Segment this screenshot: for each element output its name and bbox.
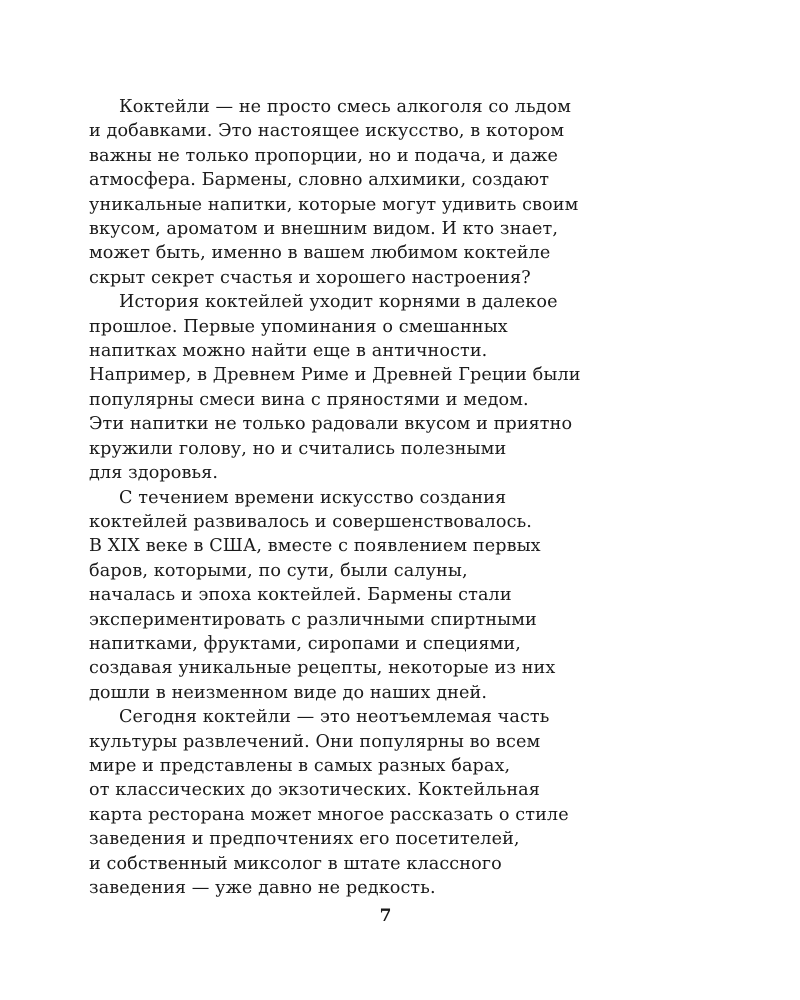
text-line: кружили голову, но и считались полезными: [89, 438, 507, 459]
text-line: важны не только пропорции, но и подача, и даже: [89, 145, 559, 166]
text-line: В XIX веке в США, вместе с появлением первых: [89, 536, 541, 557]
text-line: экспериментировать с различными спиртными: [89, 609, 537, 630]
text-line: прошлое. Первые упоминания о смешанных: [89, 316, 508, 337]
text-line: началась и эпоха коктейлей. Бармены стали: [89, 585, 512, 606]
text-line: карта ресторана может многое рассказать о стиле: [89, 804, 569, 825]
text-line: дошли в неизменном виде до наших дней.: [89, 682, 488, 703]
text-line: заведения — уже давно не редкость.: [89, 878, 436, 898]
text-line: напитках можно найти еще в античности.: [89, 341, 488, 362]
text-line: для здоровья.: [89, 463, 219, 484]
text-line: коктейлей развивалось и совершенствовалось.: [89, 511, 532, 532]
text-line: мире и представлены в самых разных барах,: [89, 755, 511, 776]
text-line: Например, в Древнем Риме и Древней Греции были: [89, 365, 581, 386]
text-line: популярны смеси вина с пряностями и медом.: [89, 389, 529, 410]
page-number: 7: [379, 906, 392, 926]
text-line: скрыт секрет счастья и хорошего настроения?: [89, 267, 531, 288]
text-line: напитками, фруктами, сиропами и специями,: [89, 633, 521, 654]
text-line: С течением времени искусство создания: [119, 487, 507, 508]
text-line: и добавками. Это настоящее искусство, в котором: [89, 121, 565, 142]
text-line: культуры развлечений. Они популярны во всем: [89, 731, 541, 752]
text-line: создавая уникальные рецепты, некоторые из них: [89, 658, 556, 679]
paragraph-2: [89, 290, 689, 485]
body-text: [89, 95, 689, 900]
text-line: История коктейлей уходит корнями в далекое: [119, 292, 558, 313]
text-line: баров, которыми, по сути, были салуны,: [89, 560, 468, 581]
paragraph-4: [89, 705, 689, 900]
text-line: заведения и предпочтениях его посетителей,: [89, 829, 520, 850]
text-line: Эти напитки не только радовали вкусом и приятно: [89, 414, 573, 435]
text-line: атмосфера. Бармены, словно алхимики, создают: [89, 170, 550, 191]
text-line: от классических до экзотических. Коктейльная: [89, 780, 540, 801]
text-line: и собственный миксолог в штате классного: [89, 853, 502, 874]
text-line: может быть, именно в вашем любимом коктейле: [89, 243, 551, 264]
text-line: уникальные напитки, которые могут удивить своим: [89, 194, 579, 215]
paragraph-3: [89, 486, 689, 706]
text-line: вкусом, ароматом и внешним видом. И кто знает,: [89, 219, 559, 240]
text-line: Коктейли — не просто смесь алкоголя со льдом: [119, 97, 572, 117]
paragraph-1: [89, 95, 689, 290]
text-line: Сегодня коктейли — это неотъемлемая часть: [119, 707, 550, 728]
